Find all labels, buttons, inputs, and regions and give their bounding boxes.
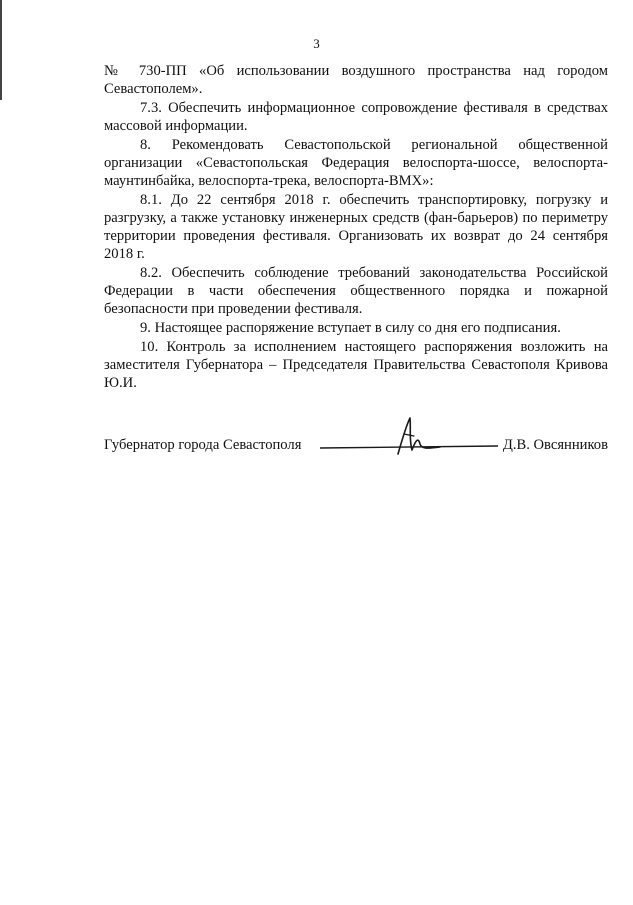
paragraph-continuation: № 730-ПП «Об использовании воздушного пространства над городом Севастополем». [104, 63, 608, 97]
page-number: 3 [313, 36, 320, 51]
signatory-position: Губернатор города Севастополя [104, 437, 302, 453]
paragraph-8-1: 8.1. До 22 сентября 2018 г. обеспечить транспортировку, погрузку и разгрузку, а также установку инженерных средств (фан-барьеров) по периметру территории проведения фестиваля. Организовать их возврат до 24 сентября 2018 г. [104, 192, 608, 262]
paragraph-7-3: 7.3. Обеспечить информационное сопровождение фестиваля в средствах массовой информации. [104, 100, 608, 134]
paragraph-10: 10. Контроль за исполнением настоящего распоряжения возложить на заместителя Губернатора – Председателя Правительства Севастополя Кривова Ю.И. [104, 339, 608, 391]
paragraph-8-2: 8.2. Обеспечить соблюдение требований законодательства Российской Федерации в части обеспечения общественного порядка и пожарной безопасности при проведении фестиваля. [104, 265, 608, 317]
document-body [104, 62, 608, 393]
paragraph-8: 8. Рекомендовать Севастопольской региональной общественной организации «Севастопольская Федерация велоспорта-шоссе, велоспорта-маунтинбайка, велоспорта-трека, велоспорта-ВМХ»: [104, 137, 608, 189]
signatory-name: Д.В. Овсянников [502, 437, 608, 453]
paragraph-9: 9. Настоящее распоряжение вступает в силу со дня его подписания. [140, 320, 561, 336]
handwritten-signature [320, 414, 500, 458]
